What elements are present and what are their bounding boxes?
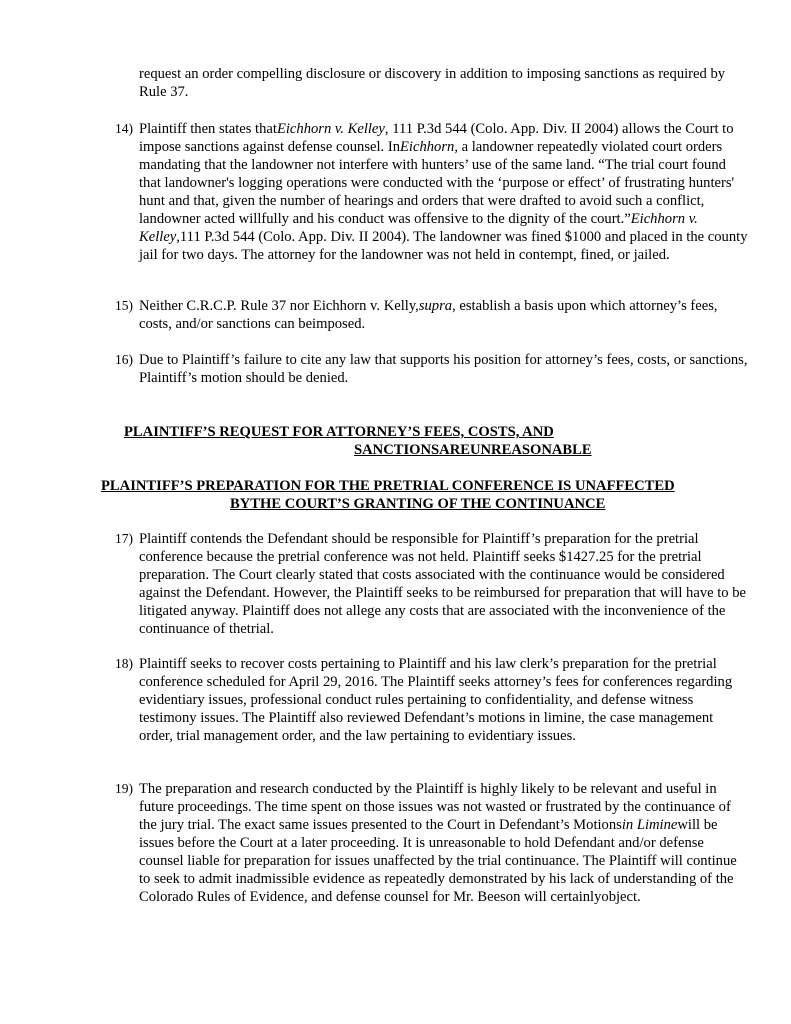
case-citation: Eichhorn v. Kelley xyxy=(139,211,698,245)
numbered-paragraph-18 xyxy=(115,655,749,745)
numbered-paragraph-16 xyxy=(115,351,749,387)
paragraph-number: 17) xyxy=(115,531,133,546)
paragraph-number: 18) xyxy=(115,656,133,671)
numbered-paragraph-14 xyxy=(115,120,749,264)
numbered-paragraph-17 xyxy=(115,530,749,638)
text-run: ,111 P.3d 544 (Colo. App. Div. II 2004). The landowner was fined $1000 and placed in the county jail for two days. The attorney for the landowner was not held in contempt, fined, or jailed. xyxy=(139,229,748,263)
text-run: , establish a basis upon which attorney’s fees, costs, and/or sanctions can beimposed. xyxy=(139,298,718,332)
section-heading-2-line-2: BYTHE COURT’S GRANTING OF THE CONTINUANCE xyxy=(230,496,606,512)
paragraph-text: Plaintiff contends the Defendant should be responsible for Plaintiff’s preparation for the pretrial conference because the pretrial conference was not held. Plaintiff seeks $1427.25 for the pretrial preparation. The Court clearly stated that costs associated with the continuance would be considered against the Defendant. However, the Plaintiff seeks to be reimbursed for preparation that will have to be litigated anyway. Plaintiff does not allege any costs that are associated with the inconvenience of the continuance of thetrial. xyxy=(139,531,747,637)
section-heading-2-line-1: PLAINTIFF’S PREPARATION FOR THE PRETRIAL CONFERENCE IS UNAFFECTED xyxy=(101,478,675,494)
paragraph-number: 14) xyxy=(115,121,133,136)
text-run: , 111 P.3d 544 (Colo. App. Div. II 2004) allows the Court to impose sanctions against defense counsel. In xyxy=(139,121,734,155)
case-citation: Eichhorn xyxy=(400,139,455,155)
paragraph-number: 15) xyxy=(115,298,133,313)
numbered-paragraph-19 xyxy=(115,780,749,906)
paragraph-number: 16) xyxy=(115,352,133,367)
paragraph-text xyxy=(139,781,737,905)
section-heading-1-line-2: SANCTIONSAREUNREASONABLE xyxy=(354,442,592,458)
paragraph-number: 19) xyxy=(115,781,133,796)
numbered-paragraph-15 xyxy=(115,297,749,333)
case-citation: Eichhorn v. Kelley xyxy=(276,121,385,137)
paragraph-text: Due to Plaintiff’s failure to cite any law that supports his position for attorney’s fees, costs, or sanctions, Plaintiff’s motion should be denied. xyxy=(139,352,748,386)
case-citation: supra xyxy=(418,298,453,314)
text-run: Neither C.R.C.P. Rule 37 nor Eichhorn v. Kelly, xyxy=(139,298,419,314)
section-heading-1-line-1: PLAINTIFF’S REQUEST FOR ATTORNEY’S FEES, COSTS, AND xyxy=(124,424,554,440)
text-run: will be issues before the Court at a later proceeding. It is unreasonable to hold Defendant and/or defense counsel liable for preparation for issues unaffected by the trial continuance. The Plaintiff will continue to seek to admit inadmissible evidence as repeatedly demonstrated by his lack of understanding of the Colorado Rules of Evidence, and defense counsel for Mr. Beeson will certainlyobject. xyxy=(139,817,737,905)
text-run: The preparation and research conducted by the Plaintiff is highly likely to be relevant and useful in future proceedings. The time spent on those issues was not wasted or frustrated by the continuance of the jury trial. The exact same issues presented to the Court in Defendant’s Motions xyxy=(139,781,731,833)
italic-term: in Limine xyxy=(621,817,678,833)
paragraph-text: Plaintiff seeks to recover costs pertaining to Plaintiff and his law clerk’s preparation for the pretrial conference scheduled for April 29, 2016. The Plaintiff seeks attorney’s fees for conferences regarding evidentiary issues, professional conduct rules pertaining to confidentiality, and defense witness testimony issues. The Plaintiff also reviewed Defendant’s motions in limine, the case management order, trial management order, and the law pertaining to evidentiary issues. xyxy=(139,656,733,744)
text-run: , a landowner repeatedly violated court orders mandating that the landowner not interfere with hunters’ use of the same land. “The trial court found that landowner's logging operations were conducted with the ‘purpose or effect’ of frustrating hunters' hunt and that, given the number of hearings and orders that were drafted to avoid such a conflict, landowner acted willfully and his conduct was offensive to the dignity of the court.” xyxy=(139,139,735,227)
paragraph-text xyxy=(139,298,718,332)
text-run: Plaintiff then states that xyxy=(139,121,277,137)
paragraph-text xyxy=(139,121,748,263)
continuation-paragraph: request an order compelling disclosure or discovery in addition to imposing sanctions as required by Rule 37. xyxy=(139,66,726,100)
